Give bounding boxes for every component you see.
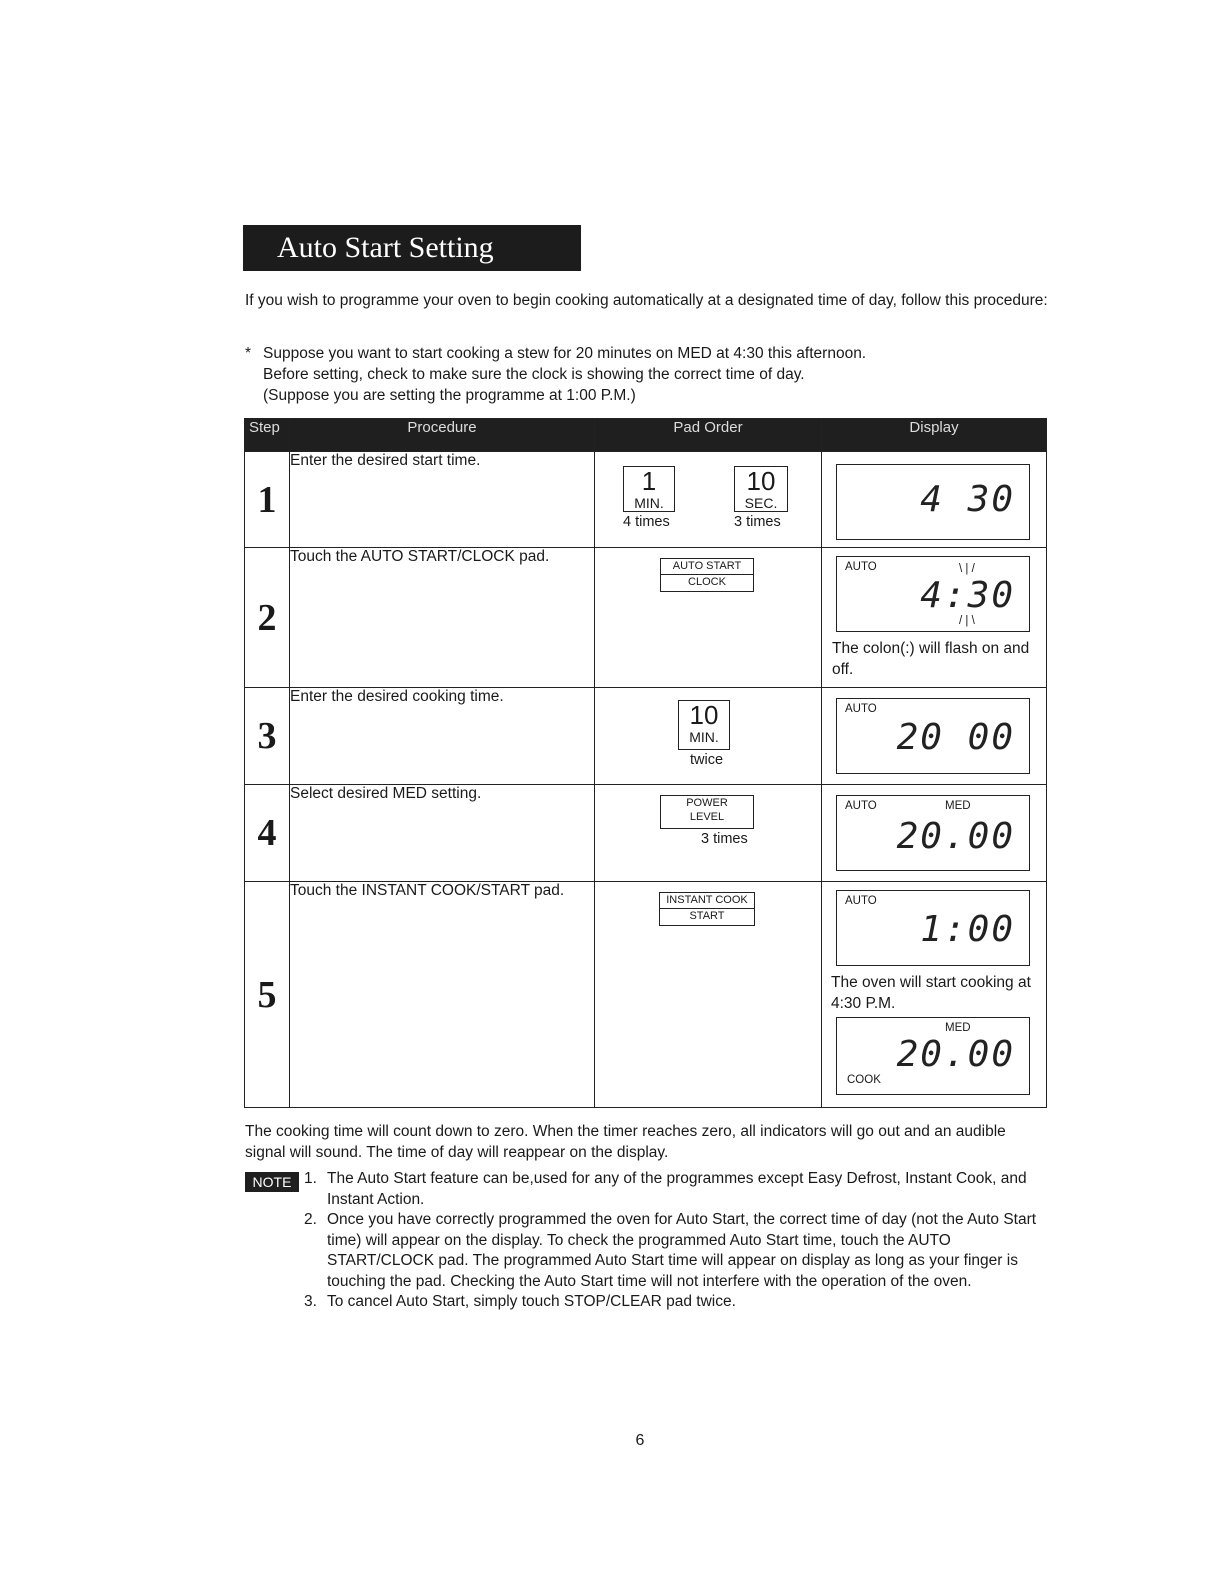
step-number: 4: [245, 785, 290, 882]
page-title: Auto Start Setting: [243, 225, 581, 271]
min-key-count: twice: [690, 752, 724, 768]
min-key-value: 10: [689, 700, 719, 730]
scenario-line-2: Before setting, check to make sure the clock is showing the correct time of day.: [263, 366, 805, 383]
header-procedure: Procedure: [290, 419, 595, 452]
bullet-star: *: [245, 345, 252, 362]
pad-label-top: AUTO START: [672, 560, 742, 572]
step-procedure: Enter the desired cooking time.: [290, 688, 595, 785]
step-pad-order: [595, 548, 822, 688]
step-pad-order: [595, 785, 822, 882]
header-display: Display: [822, 419, 1047, 452]
note-number: 2.: [304, 1211, 317, 1228]
pad-label-top: INSTANT COOK: [666, 894, 748, 906]
min-key-count: 4 times: [623, 514, 670, 530]
note-text: The Auto Start feature can be,used for any of the programmes except Easy Defrost, Instant Cook, and Instant Action.: [327, 1170, 1027, 1208]
step-display: [822, 882, 1047, 1108]
intro-paragraph: If you wish to programme your oven to begin cooking automatically at a designated time of day, follow this procedure:: [245, 292, 1048, 309]
min-key-unit: MIN.: [689, 729, 719, 745]
lcd-digits: 1:00: [920, 909, 1015, 950]
countdown-paragraph: The cooking time will count down to zero. When the timer reaches zero, all indicators will go out and an audible signal will sound. The time of day will reappear on the display.: [245, 1123, 1006, 1161]
lcd-digits: 4:30: [920, 575, 1015, 616]
lcd-digits: 4 30: [920, 479, 1015, 520]
lcd-digits: 20.00: [896, 816, 1015, 857]
scenario-line-1: Suppose you want to start cooking a stew for 20 minutes on MED at 4:30 this afternoon.: [263, 345, 867, 362]
lcd-display: [836, 890, 1030, 966]
lcd-display: [836, 556, 1030, 632]
lcd-auto-indicator: AUTO: [845, 703, 877, 715]
header-pad-order: Pad Order: [595, 419, 822, 452]
header-step: Step: [245, 419, 290, 452]
lcd-auto-indicator: AUTO: [845, 561, 877, 573]
list-item: [304, 1169, 1050, 1210]
min-key-unit: MIN.: [634, 495, 664, 511]
table-row: [245, 785, 1047, 882]
lcd-cook-indicator: COOK: [847, 1074, 881, 1086]
step-number: 5: [245, 882, 290, 1108]
step-pad-order: [595, 688, 822, 785]
step-display: [822, 688, 1047, 785]
table-row: [245, 548, 1047, 688]
lcd-auto-indicator: AUTO: [845, 895, 877, 907]
scenario-line-3: (Suppose you are setting the programme at 1:00 P.M.): [263, 387, 636, 404]
table-row: [245, 452, 1047, 548]
min-key-value: 1: [641, 466, 657, 496]
auto-start-clock-pad: [660, 558, 754, 592]
lcd-digits: 20.00: [896, 1034, 1015, 1075]
lcd-display: [836, 464, 1030, 540]
display-note: The oven will start cooking at 4:30 P.M.: [831, 974, 1031, 1012]
table-row: [245, 882, 1047, 1108]
pad-label-bottom: CLOCK: [661, 574, 753, 590]
note-badge: NOTE: [245, 1172, 299, 1192]
step-display: [822, 452, 1047, 548]
example-scenario: [245, 343, 1055, 406]
lcd-med-indicator: MED: [945, 800, 971, 812]
list-item: [304, 1210, 1050, 1292]
step-number: 3: [245, 688, 290, 785]
list-item: [304, 1292, 1050, 1313]
sec-key-count: 3 times: [734, 514, 781, 530]
step-procedure: Touch the AUTO START/CLOCK pad.: [290, 548, 595, 688]
step-display: [822, 548, 1047, 688]
note-text: To cancel Auto Start, simply touch STOP/CLEAR pad twice.: [327, 1293, 736, 1310]
step-procedure: Enter the desired start time.: [290, 452, 595, 548]
step-pad-order: [595, 882, 822, 1108]
lcd-display: [836, 795, 1030, 871]
instant-cook-start-pad: [659, 892, 755, 926]
procedure-table: [244, 418, 1047, 1108]
min-key: [623, 466, 675, 512]
note-text: Once you have correctly programmed the oven for Auto Start, the correct time of day (not the Auto Start time) will appear on the display. To check the programmed Auto Start time, touch the AUTO START/CLOCK pad. The programmed Auto Start time will appear on display as long as your finger is touching the pad. Checking the Auto Start time will not interfere with the operation of the oven.: [327, 1211, 1037, 1290]
lcd-digits: 20 00: [896, 717, 1015, 758]
lcd-display: [836, 698, 1030, 774]
note-number: 3.: [304, 1293, 317, 1310]
min-key: [678, 700, 730, 750]
power-level-count: 3 times: [701, 831, 748, 847]
page-number: 6: [635, 1432, 645, 1449]
table-row: [245, 688, 1047, 785]
colon-flash-marks-bottom: / | \: [959, 615, 975, 627]
sec-key-unit: SEC.: [744, 495, 778, 511]
lcd-display-cooking: [836, 1017, 1030, 1095]
step-procedure: Touch the INSTANT COOK/START pad.: [290, 882, 595, 1108]
pad-label-bottom: START: [660, 908, 754, 924]
lcd-med-indicator: MED: [945, 1022, 971, 1034]
pad-label-bottom: LEVEL: [689, 811, 725, 823]
step-procedure: Select desired MED setting.: [290, 785, 595, 882]
notes-list: [304, 1169, 1050, 1313]
step-number: 2: [245, 548, 290, 688]
pad-label-top: POWER: [686, 797, 728, 809]
step-display: [822, 785, 1047, 882]
lcd-auto-indicator: AUTO: [845, 800, 877, 812]
sec-key-value: 10: [746, 466, 776, 496]
sec-key: [734, 466, 788, 512]
power-level-pad: [660, 795, 754, 829]
colon-flash-marks-top: \ | /: [959, 563, 975, 575]
step-number: 1: [245, 452, 290, 548]
step-pad-order: [595, 452, 822, 548]
table-header-row: [245, 419, 1047, 452]
display-note: The colon(:) will flash on and off.: [832, 640, 1030, 678]
note-number: 1.: [304, 1170, 317, 1187]
